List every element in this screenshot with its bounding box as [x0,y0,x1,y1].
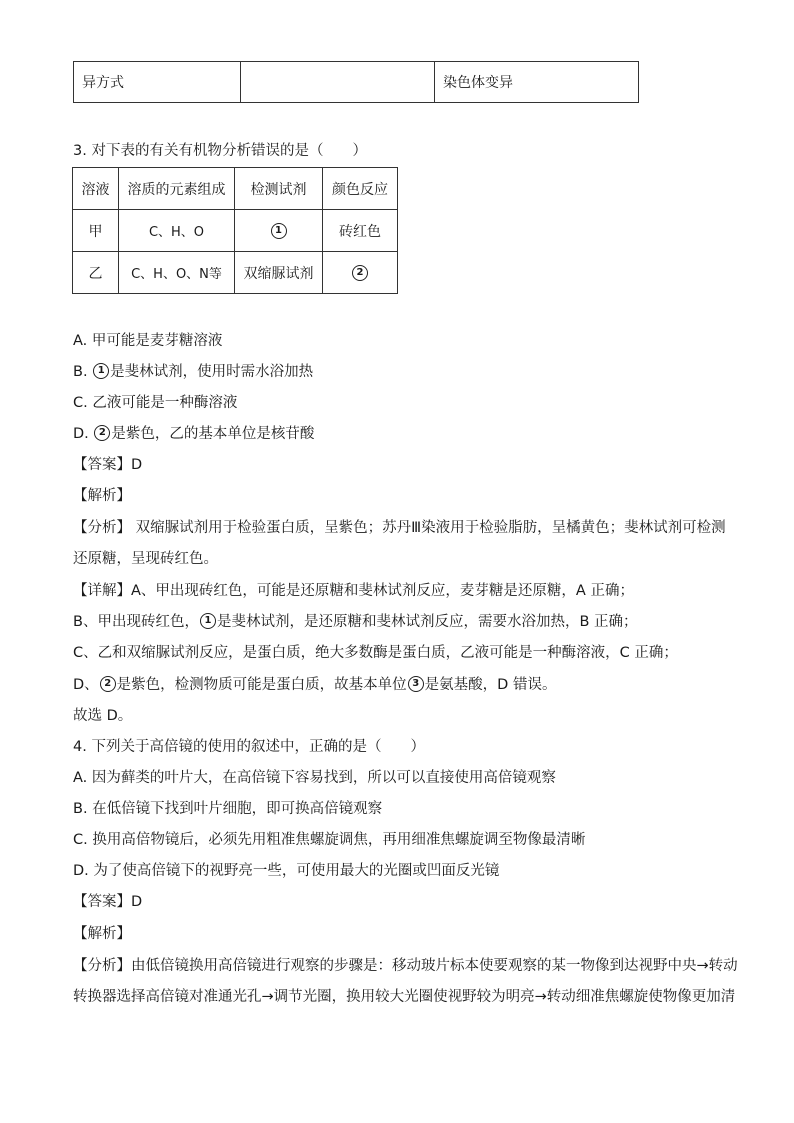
top-table-cell-1: 异方式 [74,62,241,103]
q3-stem: 3. 对下表的有关有机物分析错误的是（ ） [73,143,367,159]
circled-one-icon: 1 [200,613,216,629]
q3-option-d [73,424,314,444]
q4-option-a: A. 因为藓类的叶片大，在高倍镜下容易找到，所以可以直接使用高倍镜观察 [73,770,556,786]
q3-conclusion: 故选 D。 [73,708,133,724]
option-b-text: 是斐林试剂，使用时需水浴加热 [110,364,314,380]
q3-header-color: 颜色反应 [323,168,398,210]
circled-one-icon: 1 [271,223,287,239]
option-d-prefix: D. [73,426,94,442]
q3-option-c: C. 乙液可能是一种酶溶液 [73,395,238,411]
q3-answer: 【答案】D [73,457,143,473]
q4-stem: 4. 下列关于高倍镜的使用的叙述中，正确的是（ ） [73,739,425,755]
q4-analysis-line-2: 转换器选择高倍镜对准通光孔→调节光圈，换用较大光圈使视野较为明亮→转动细准焦螺旋使物像更加清 [73,989,736,1005]
circled-two-icon: 2 [100,676,116,692]
detail-2-pre: B、甲出现砖红色， [73,614,199,630]
circled-three-icon: 3 [408,676,424,692]
q4-analysis-line-1: 【分析】由低倍镜换用高倍镜进行观察的步骤是：移动玻片标本使要观察的某一物像到达视野中央→转动 [73,958,738,974]
detail-2-post: 是斐林试剂，是还原糖和斐林试剂反应，需要水浴加热，B 正确； [216,614,638,630]
q4-option-d: D. 为了使高倍镜下的视野亮一些，可使用最大的光圈或凹面反光镜 [73,863,500,879]
q3-row1-solution: 甲 [73,210,119,252]
q3-header-elements: 溶质的元素组成 [119,168,235,210]
q3-analysis-line-2: 还原糖，呈现砖红色。 [73,551,218,567]
q3-header-reagent: 检测试剂 [235,168,323,210]
top-table-cell-2 [241,62,435,103]
detail-4-mid: 是紫色，检测物质可能是蛋白质，故基本单位 [116,677,407,693]
q3-option-b [73,362,313,382]
top-table [73,61,639,103]
q3-detail-line-1: 【详解】A、甲出现砖红色，可能是还原糖和斐林试剂反应，麦芽糖是还原糖，A 正确； [73,583,634,599]
q3-table [72,167,398,294]
option-d-text: 是紫色，乙的基本单位是核苷酸 [111,426,315,442]
detail-4-post: 是氨基酸，D 错误。 [424,677,557,693]
q3-row2-elements: C、H、O、N等 [119,252,235,294]
circled-one-icon: 1 [93,363,109,379]
q4-answer: 【答案】D [73,894,143,910]
option-b-prefix: B. [73,364,93,380]
circled-two-icon: 2 [352,265,368,281]
q3-analysis-line-1: 【分析】 双缩脲试剂用于检验蛋白质，呈紫色；苏丹Ⅲ染液用于检验脂肪，呈橘黄色；斐林试剂可检测 [73,520,726,536]
q3-row2-solution: 乙 [73,252,119,294]
q3-row2-color [323,252,398,294]
circled-two-icon: 2 [94,425,110,441]
q3-analysis-label: 【解析】 [73,488,131,504]
q3-row1-reagent [235,210,323,252]
q3-row1-elements: C、H、O [119,210,235,252]
top-table-cell-3: 染色体变异 [435,62,639,103]
q3-detail-line-2 [73,612,638,632]
q4-analysis-label: 【解析】 [73,926,131,942]
q4-option-b: B. 在低倍镜下找到叶片细胞，即可换高倍镜观察 [73,801,383,817]
detail-4-pre: D、 [73,677,99,693]
q3-row1-color: 砖红色 [323,210,398,252]
q3-option-a: A. 甲可能是麦芽糖溶液 [73,333,223,349]
q4-option-c: C. 换用高倍物镜后，必须先用粗准焦螺旋调焦，再用细准焦螺旋调至物像最清晰 [73,832,586,848]
q3-detail-line-4 [73,675,556,695]
q3-detail-line-3: C、乙和双缩脲试剂反应，是蛋白质，绝大多数酶是蛋白质，乙液可能是一种酶溶液，C 正确； [73,645,678,661]
q3-row2-reagent: 双缩脲试剂 [235,252,323,294]
q3-header-solution: 溶液 [73,168,119,210]
